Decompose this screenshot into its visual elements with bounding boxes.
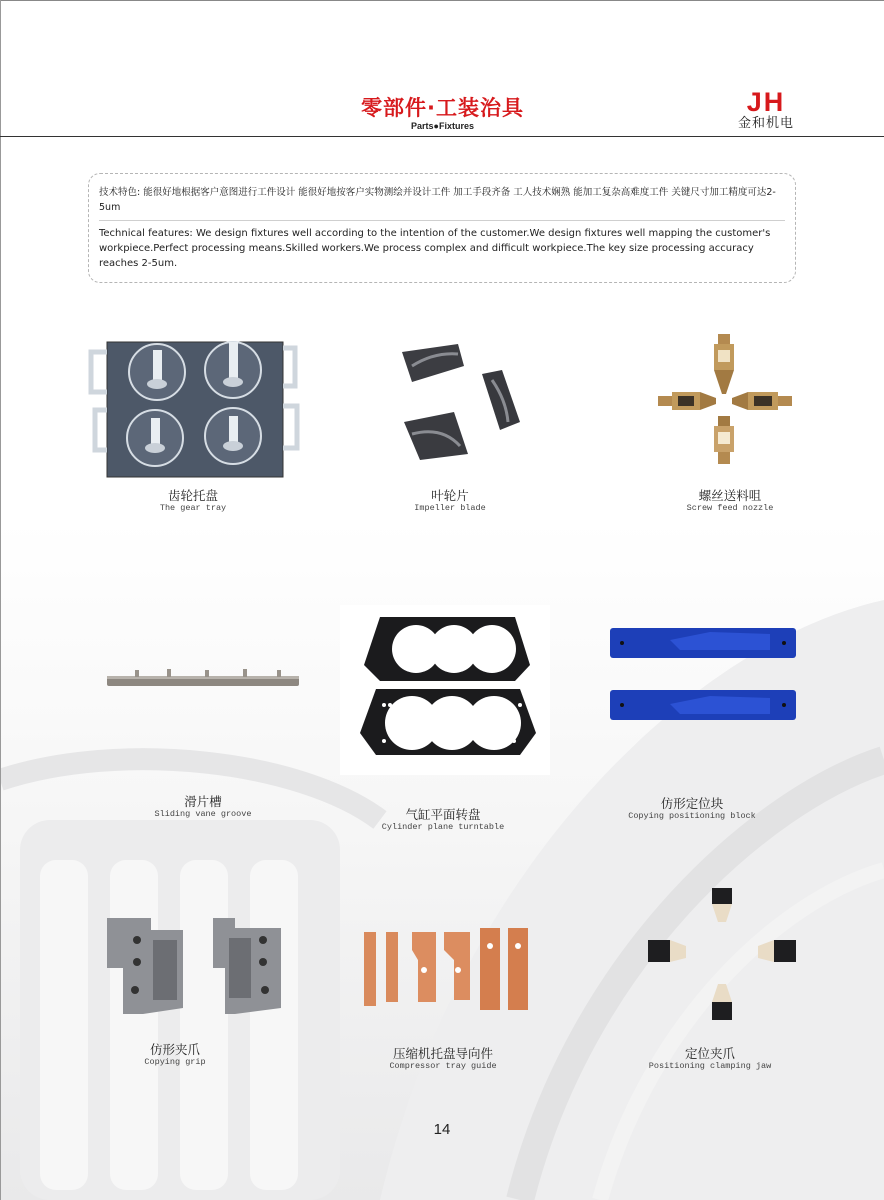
product-name-chinese: 定位夹爪 <box>684 1046 735 1061</box>
product-positioning-clamping-jaw <box>620 880 810 1080</box>
product-name-chinese: 仿形夹爪 <box>149 1042 200 1057</box>
product-name-chinese: 压缩机托盘导向件 <box>392 1046 493 1061</box>
title-chinese: 零部件·工装治具 <box>361 96 524 120</box>
product-name-english: Cylinder plane turntable <box>381 822 505 832</box>
product-name-chinese: 螺丝送料咀 <box>698 488 762 503</box>
product-name-english: Screw feed nozzle <box>686 503 774 513</box>
product-name-english: Sliding vane groove <box>154 809 252 819</box>
technical-features-box <box>88 173 796 283</box>
page-left-border <box>0 0 1 1200</box>
product-name-chinese: 气缸平面转盘 <box>405 807 481 822</box>
product-name-english: The gear tray <box>159 503 227 513</box>
product-name-english: Positioning clamping jaw <box>648 1061 772 1071</box>
sliding-vane-groove-image <box>95 650 310 710</box>
positioning-clamping-jaw-image <box>620 880 810 1040</box>
product-cylinder-plane-turntable <box>340 605 550 830</box>
impeller-blade-image <box>350 330 550 480</box>
product-copying-grip <box>95 910 310 1075</box>
product-sliding-vane-groove <box>95 650 310 830</box>
gear-tray-image <box>85 330 300 490</box>
product-name-chinese: 滑片槽 <box>184 794 222 809</box>
page-header-title <box>355 96 530 131</box>
product-name-english: Impeller blade <box>414 503 486 513</box>
header-divider <box>0 136 884 137</box>
product-copying-positioning-block <box>600 620 805 830</box>
product-name-chinese: 叶轮片 <box>431 488 469 503</box>
page-top-border <box>0 0 884 1</box>
title-english: Parts●Fixtures <box>411 121 474 131</box>
product-name-english: Copying positioning block <box>628 811 756 821</box>
product-compressor-tray-guide <box>340 920 550 1080</box>
technical-features-chinese: 技术特色: 能很好地根据客户意图进行工件设计 能很好地按客户实物测绘并设计工件 加工手段齐备 工人技术娴熟 能加工复杂高难度工件 关键尺寸加工精度可达2-5um <box>99 187 776 213</box>
product-name-chinese: 仿形定位块 <box>660 796 724 811</box>
product-name-english: Compressor tray guide <box>389 1061 497 1071</box>
company-logo <box>730 88 802 132</box>
logo-chinese-name: 金和机电 <box>737 116 794 131</box>
screw-feed-nozzle-image <box>630 330 830 480</box>
cylinder-plane-turntable-image <box>340 605 550 775</box>
product-gear-tray <box>85 330 300 520</box>
product-name-chinese: 齿轮托盘 <box>167 488 218 503</box>
copying-positioning-block-image <box>600 620 805 740</box>
technical-features-english: Technical features: We design fixtures well according to the intention of the customer.We design fixtures well mapping the customer's workpiece.Perfect processing means.Skilled workers.We process complex and difficult workpiece.The key size processing accuracy reaches 2-5um. <box>99 228 771 269</box>
product-screw-feed-nozzle <box>630 330 830 520</box>
product-impeller-blade <box>350 330 550 520</box>
compressor-tray-guide-image <box>340 920 550 1020</box>
copying-grip-image <box>95 910 310 1020</box>
product-name-english: Copying grip <box>144 1057 206 1067</box>
intro-divider <box>99 220 785 221</box>
logo-letters: JH <box>746 87 786 117</box>
page-number: 14 <box>433 1121 451 1138</box>
